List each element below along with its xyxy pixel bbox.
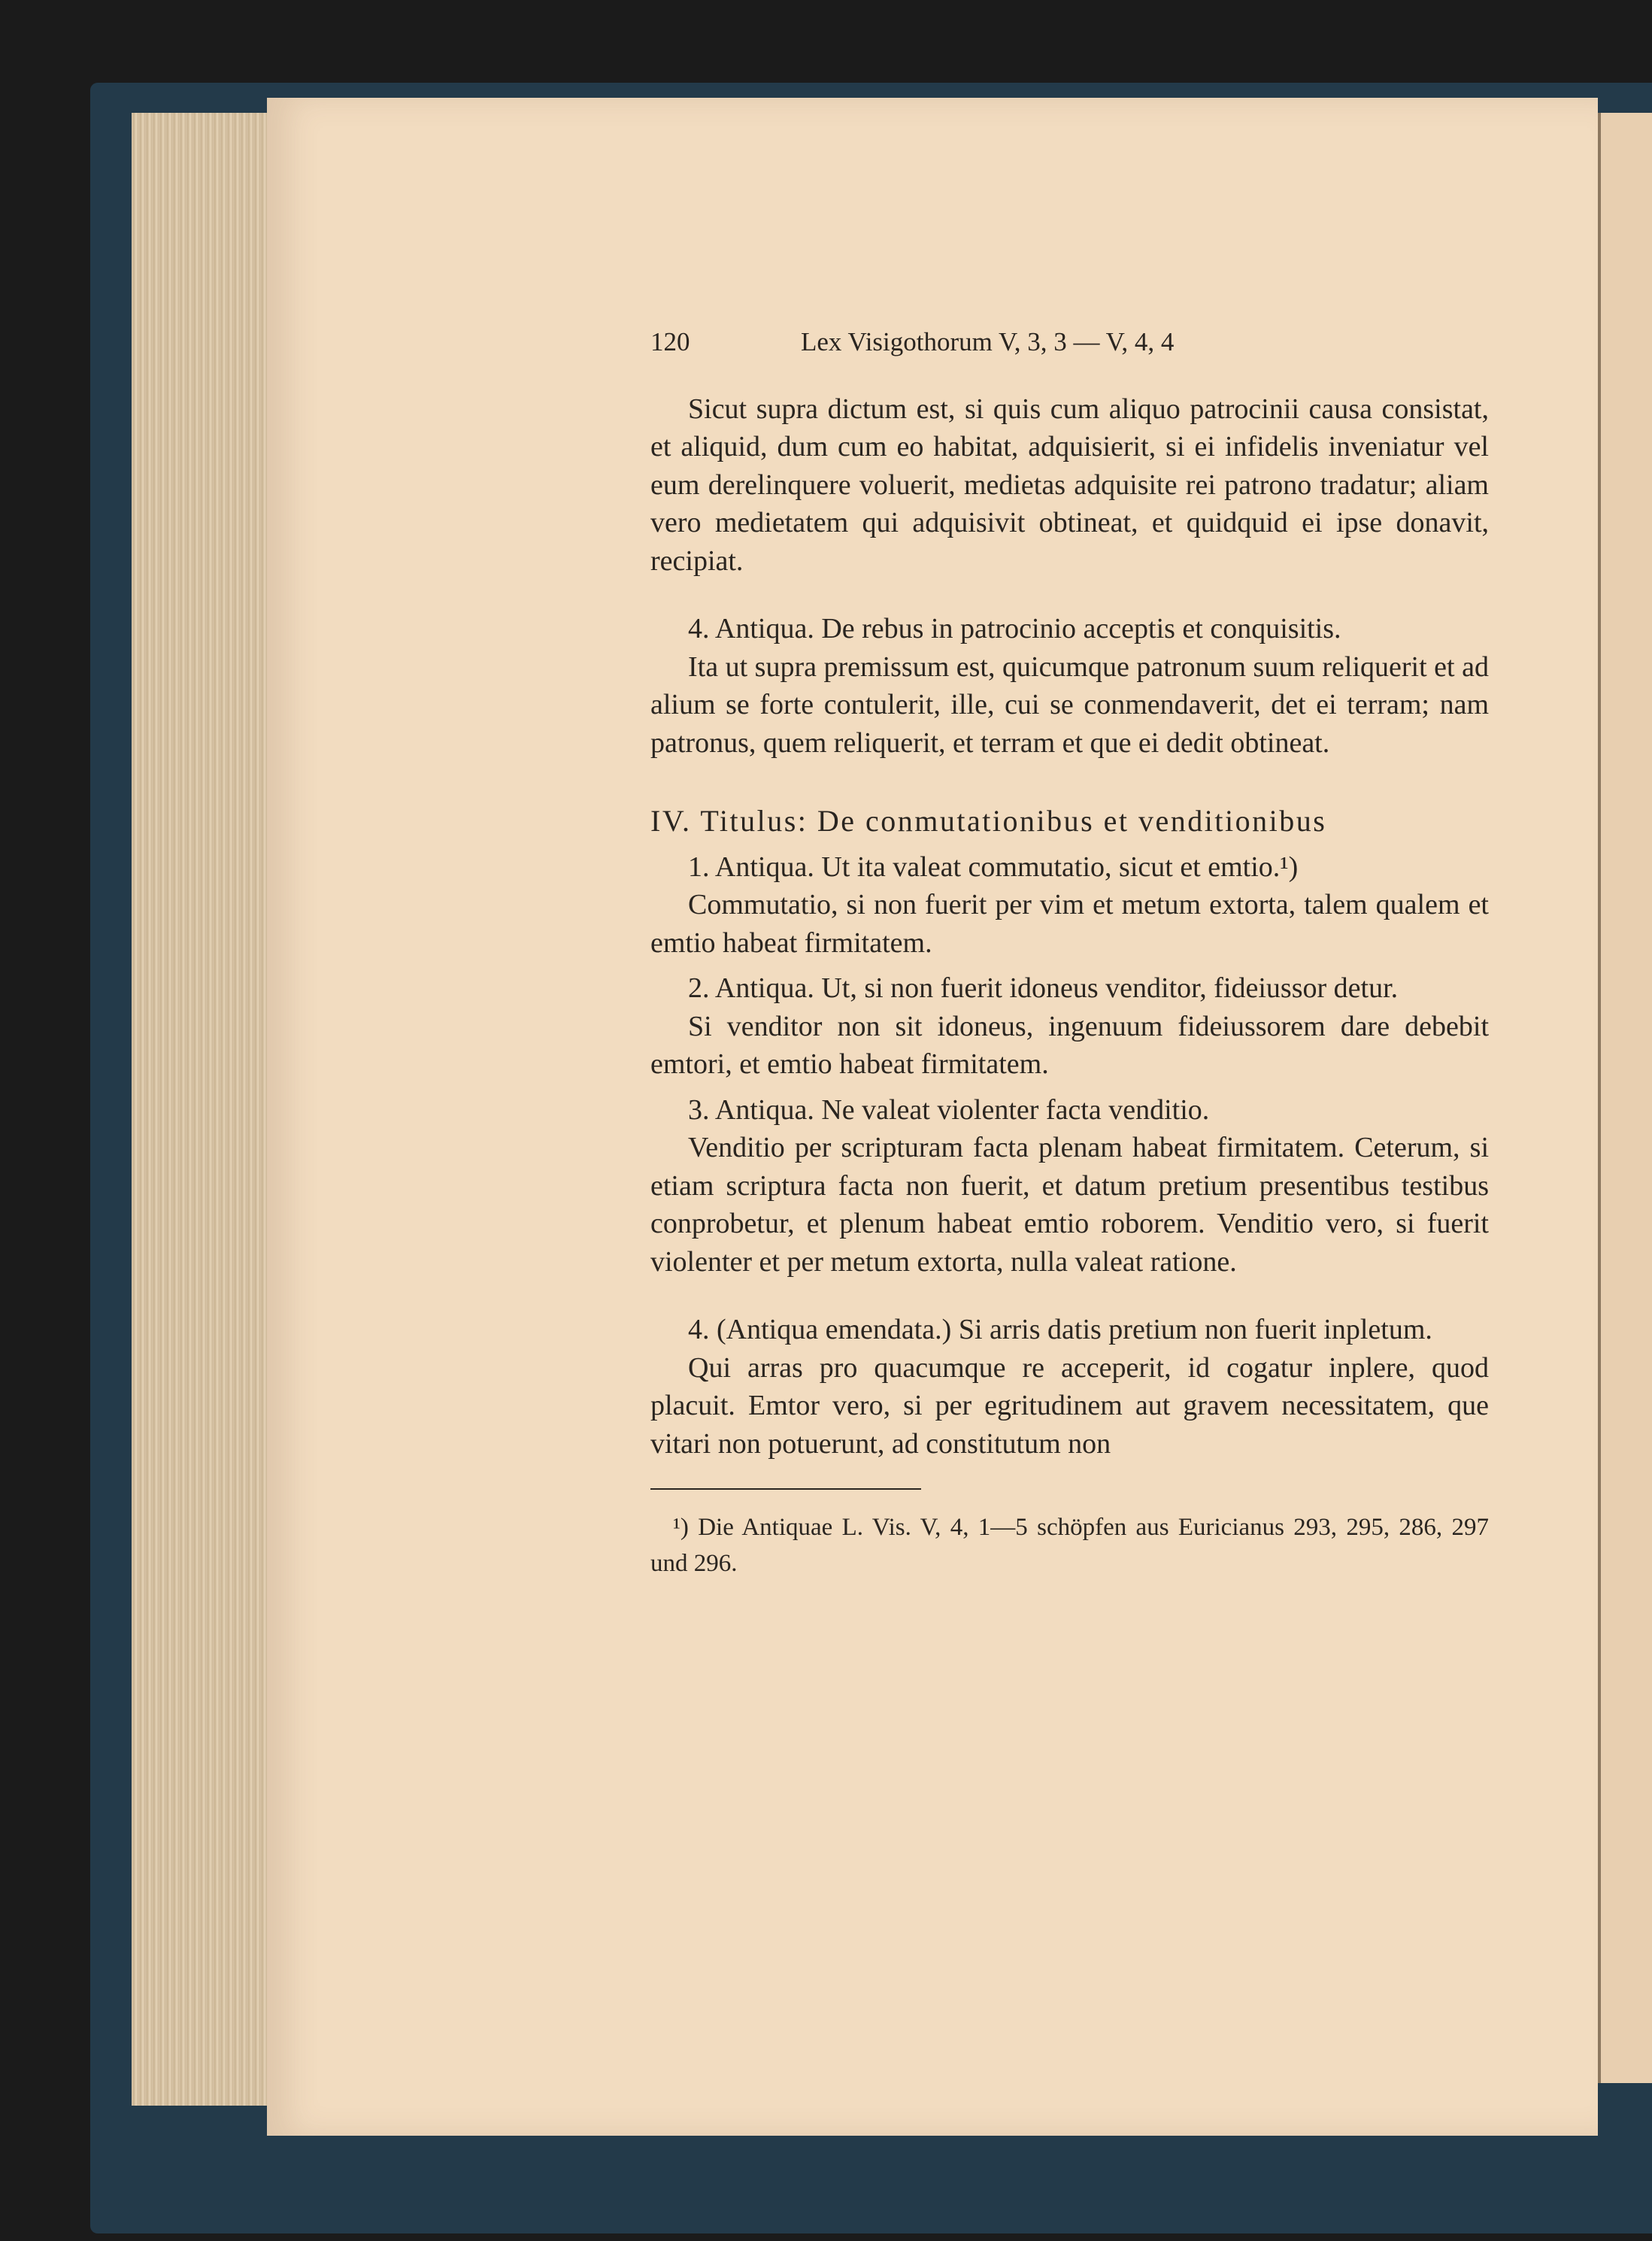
page-content bbox=[650, 323, 1489, 1581]
law-heading: 1. Antiqua. Ut ita valeat commutatio, sicut et emtio.¹) bbox=[688, 851, 1299, 883]
page-edges bbox=[132, 113, 274, 2106]
paragraph: Ita ut supra premissum est, quicumque patronum suum reliquerit et ad alium se forte contulerit, ille, cui se conmendaverit, det ei terram; nam patronus, quem reliquerit, et terram et que ei dedit obtineat. bbox=[650, 650, 1489, 759]
law-heading: 2. Antiqua. Ut, si non fuerit idoneus venditor, fideiussor detur. bbox=[688, 972, 1399, 1004]
paragraph: Qui arras pro quacumque re acceperit, id cogatur inplere, quod placuit. Emtor vero, si per egritudinem aut gravem necessitatem, que vitari non potuerunt, ad constitutum non bbox=[650, 1351, 1489, 1460]
law-heading: 4. (Antiqua emendata.) Si arris datis pretium non fuerit inpletum. bbox=[688, 1314, 1432, 1345]
law-heading: 4. Antiqua. De rebus in patrocinio acceptis et conquisitis. bbox=[688, 613, 1341, 644]
footnote: ¹) Die Antiquae L. Vis. V, 4, 1—5 schöpfen aus Euricianus 293, 295, 286, 297 und 296. bbox=[650, 1514, 1489, 1577]
paragraph: Si venditor non sit idoneus, ingenuum fideiussorem dare debebit emtori, et emtio habeat firmitatem. bbox=[650, 1010, 1489, 1080]
page-number: 120 bbox=[650, 327, 690, 356]
paragraph: Venditio per scripturam facta plenam habeat firmitatem. Ceterum, si etiam scriptura facta non fuerit, et datum pretium presentibus testibus conprobetur, et plenum habeat emtio roborem. Venditio vero, si fuerit violenter et per metum extorta, nulla valeat ratione. bbox=[650, 1132, 1489, 1278]
facing-page-edge bbox=[1598, 113, 1652, 2083]
section-title: IV. Titulus: De conmutationibus et venditionibus bbox=[650, 804, 1327, 838]
footnote-rule bbox=[650, 1488, 921, 1490]
paragraph: Commutatio, si non fuerit per vim et metum extorta, talem qualem et emtio habeat firmitatem. bbox=[650, 889, 1489, 959]
running-title: Lex Visigothorum V, 3, 3 — V, 4, 4 bbox=[801, 327, 1175, 356]
running-head bbox=[650, 323, 1489, 362]
paragraph: Sicut supra dictum est, si quis cum aliquo patrocinii causa consistat, et aliquid, dum cum eo habitat, adquisierit, si ei infidelis inveniatur vel eum derelinquere voluerit, medietas adquisite rei patrono tradatur; aliam vero medietatem qui adquisivit obtineat, et quidquid ei ipse donavit, recipiat. bbox=[650, 393, 1489, 577]
law-heading: 3. Antiqua. Ne valeat violenter facta venditio. bbox=[688, 1093, 1210, 1126]
